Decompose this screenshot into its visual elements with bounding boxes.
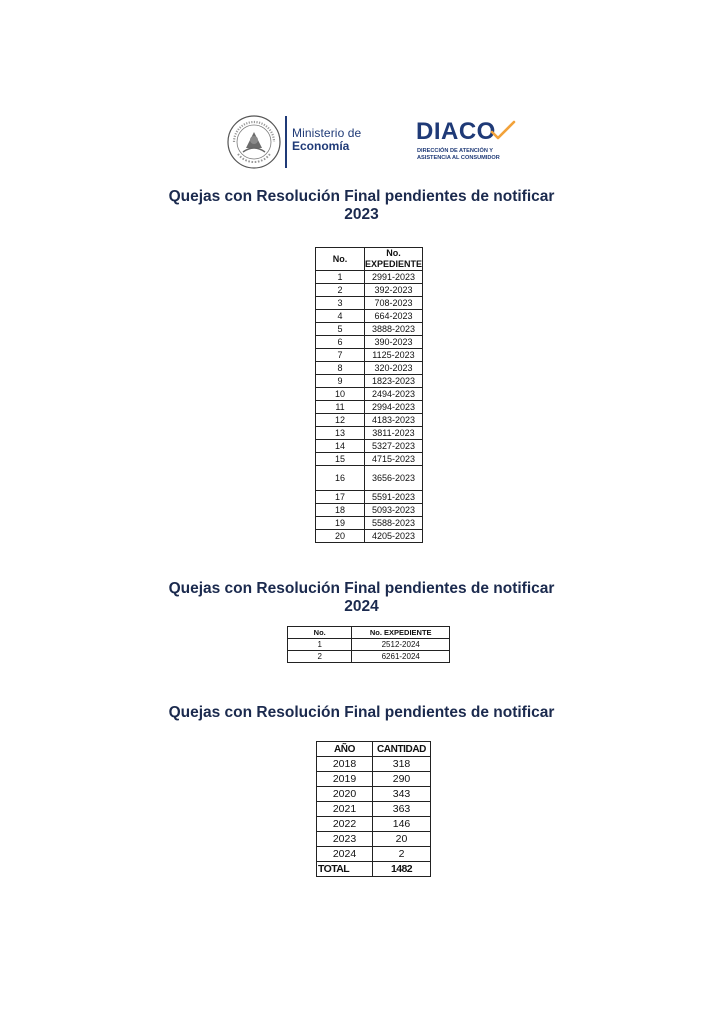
cell-year: 2022	[317, 817, 373, 832]
table-row	[316, 440, 423, 453]
table-row	[316, 504, 423, 517]
table-row	[317, 802, 431, 817]
table-row	[316, 336, 423, 349]
table-row	[316, 401, 423, 414]
section-2023-title-line2: 2023	[344, 206, 379, 223]
table-row	[316, 349, 423, 362]
cell-no: 15	[316, 453, 365, 466]
table-row	[316, 323, 423, 336]
table-2023	[315, 247, 423, 543]
diaco-check-icon	[486, 120, 516, 144]
cell-exp: 4715-2023	[364, 453, 422, 466]
cell-no: 17	[316, 491, 365, 504]
ministry-logo-text	[292, 127, 361, 153]
table-header-row	[288, 627, 450, 639]
table-row	[288, 651, 450, 663]
header-logos	[0, 112, 723, 174]
cell-exp: 3656-2023	[364, 466, 422, 491]
diaco-subtitle-line2: ASISTENCIA AL CONSUMIDOR	[417, 155, 500, 161]
cell-no: 18	[316, 504, 365, 517]
table-2024-body	[288, 639, 450, 663]
table-row	[316, 375, 423, 388]
table-row	[316, 466, 423, 491]
table-row	[316, 414, 423, 427]
cell-no: 2	[316, 284, 365, 297]
cell-exp: 320-2023	[364, 362, 422, 375]
table-row	[316, 310, 423, 323]
table-row	[316, 530, 423, 543]
cell-no: 1	[288, 639, 352, 651]
cell-exp: 2991-2023	[364, 271, 422, 284]
table-row	[316, 388, 423, 401]
cell-no: 16	[316, 466, 365, 491]
col-header-expediente-line1: No.	[386, 248, 401, 258]
total-value: 1482	[373, 862, 431, 877]
diaco-subtitle	[417, 148, 500, 162]
table-row	[316, 362, 423, 375]
col-header-expediente	[364, 248, 422, 271]
cell-count: 290	[373, 772, 431, 787]
table-row	[316, 297, 423, 310]
table-row	[317, 757, 431, 772]
ministry-line1: Ministerio de	[292, 126, 362, 140]
cell-no: 20	[316, 530, 365, 543]
diaco-logo	[416, 118, 526, 168]
summary-table-body	[317, 757, 431, 862]
cell-exp: 392-2023	[364, 284, 422, 297]
table-row	[317, 787, 431, 802]
cell-exp: 3811-2023	[364, 427, 422, 440]
table-row	[288, 639, 450, 651]
cell-exp: 2994-2023	[364, 401, 422, 414]
cell-no: 13	[316, 427, 365, 440]
section-2023-title-line1: Quejas con Resolución Final pendientes de notificar	[168, 188, 555, 205]
cell-exp: 2512-2024	[352, 639, 450, 651]
table-row	[316, 271, 423, 284]
ministry-line2: Economía	[292, 139, 350, 153]
cell-exp: 1823-2023	[364, 375, 422, 388]
cell-no: 14	[316, 440, 365, 453]
cell-no: 7	[316, 349, 365, 362]
table-row	[317, 847, 431, 862]
cell-count: 2	[373, 847, 431, 862]
cell-exp: 3888-2023	[364, 323, 422, 336]
cell-exp: 1125-2023	[364, 349, 422, 362]
cell-exp: 664-2023	[364, 310, 422, 323]
cell-no: 19	[316, 517, 365, 530]
table-row	[316, 284, 423, 297]
cell-year: 2023	[317, 832, 373, 847]
table-row	[316, 453, 423, 466]
summary-title: Quejas con Resolución Final pendientes de notificar	[168, 704, 555, 721]
cell-exp: 6261-2024	[352, 651, 450, 663]
cell-no: 8	[316, 362, 365, 375]
cell-no: 12	[316, 414, 365, 427]
table-2024	[287, 626, 450, 663]
cell-count: 318	[373, 757, 431, 772]
cell-year: 2020	[317, 787, 373, 802]
cell-exp: 708-2023	[364, 297, 422, 310]
cell-exp: 5591-2023	[364, 491, 422, 504]
table-row	[317, 817, 431, 832]
cell-no: 5	[316, 323, 365, 336]
table-header-row	[317, 742, 431, 757]
col-header-no: No.	[316, 248, 365, 271]
cell-no: 9	[316, 375, 365, 388]
cell-exp: 390-2023	[364, 336, 422, 349]
cell-exp: 4205-2023	[364, 530, 422, 543]
table-row	[317, 832, 431, 847]
cell-year: 2021	[317, 802, 373, 817]
section-2023-title	[0, 188, 723, 224]
cell-year: 2024	[317, 847, 373, 862]
logo-divider	[285, 116, 287, 168]
cell-no: 6	[316, 336, 365, 349]
table-row	[316, 517, 423, 530]
diaco-wordmark: DIACO	[416, 118, 496, 145]
cell-no: 10	[316, 388, 365, 401]
table-2023-body	[316, 271, 423, 543]
section-2024-title-line1: Quejas con Resolución Final pendientes de notificar	[168, 580, 555, 597]
cell-exp: 5327-2023	[364, 440, 422, 453]
summary-table	[316, 741, 431, 877]
cell-no: 1	[316, 271, 365, 284]
table-header-row	[316, 248, 423, 271]
cell-count: 343	[373, 787, 431, 802]
cell-no: 4	[316, 310, 365, 323]
total-row	[317, 862, 431, 877]
section-2024-title-line2: 2024	[344, 598, 379, 615]
col-header-count: CANTIDAD	[373, 742, 431, 757]
total-label: TOTAL	[317, 862, 373, 877]
table-row	[317, 772, 431, 787]
cell-year: 2018	[317, 757, 373, 772]
cell-exp: 5588-2023	[364, 517, 422, 530]
col-header-expediente: No. EXPEDIENTE	[352, 627, 450, 639]
cell-count: 20	[373, 832, 431, 847]
cell-exp: 2494-2023	[364, 388, 422, 401]
cell-count: 363	[373, 802, 431, 817]
table-row	[316, 491, 423, 504]
guatemala-seal-logo	[226, 114, 282, 170]
cell-no: 2	[288, 651, 352, 663]
cell-no: 11	[316, 401, 365, 414]
col-header-expediente-line2: EXPEDIENTE	[364, 259, 422, 269]
table-row	[316, 427, 423, 440]
col-header-year: AÑO	[317, 742, 373, 757]
diaco-subtitle-line1: DIRECCIÓN DE ATENCIÓN Y	[417, 148, 494, 154]
cell-count: 146	[373, 817, 431, 832]
cell-year: 2019	[317, 772, 373, 787]
cell-no: 3	[316, 297, 365, 310]
col-header-no: No.	[288, 627, 352, 639]
section-2024-title	[0, 580, 723, 616]
cell-exp: 5093-2023	[364, 504, 422, 517]
cell-exp: 4183-2023	[364, 414, 422, 427]
